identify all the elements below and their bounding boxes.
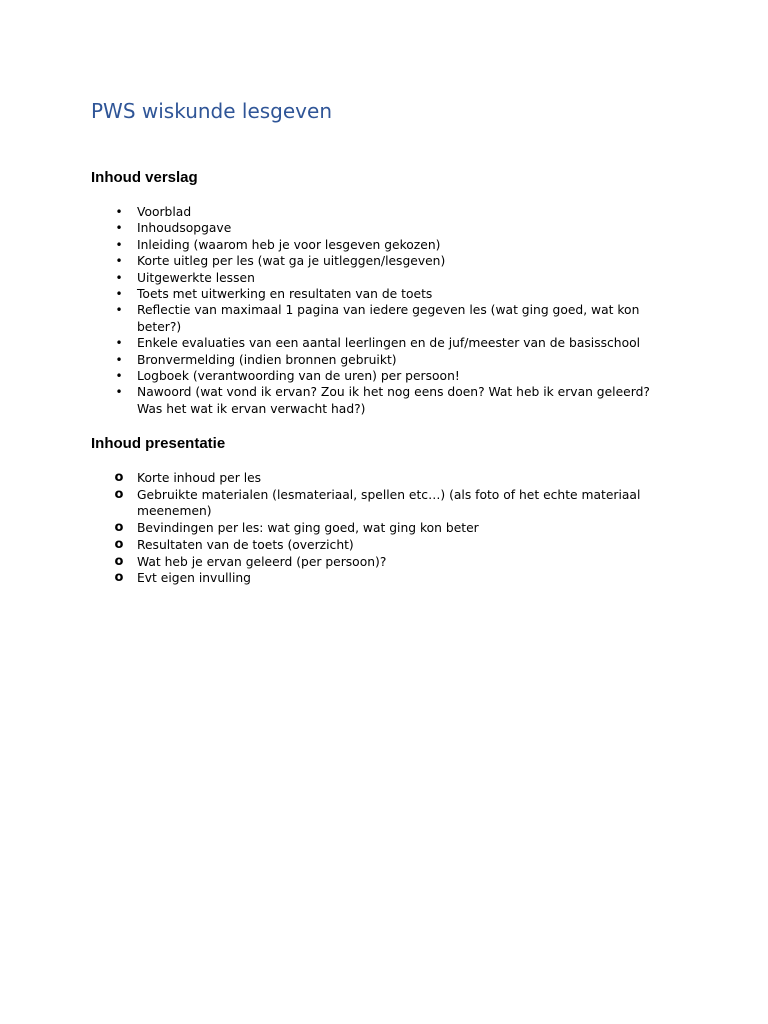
list-item (0, 270, 677, 286)
list-item-text: Nawoord (wat vond ik ervan? Zou ik het nog eens doen? Wat heb ik ervan geleerd? Was het wat ik ervan verwacht had?) (137, 385, 650, 416)
bullet-circle-icon: o (114, 470, 124, 485)
bullet-circle-icon: o (114, 536, 124, 552)
bullet-circle-icon: o (114, 553, 124, 569)
list-item (0, 487, 677, 520)
list-item (0, 554, 677, 570)
bullet-dot-icon: • (115, 205, 123, 219)
list-item (0, 520, 677, 536)
list-item (0, 537, 677, 553)
list-item-text: Enkele evaluaties van een aantal leerlingen en de juf/meester van de basisschool (137, 336, 641, 351)
list-item (0, 384, 677, 417)
list-presentatie (0, 470, 768, 587)
list-item-text: Voorblad (137, 205, 192, 219)
list-item-text: Toets met uitwerking en resultaten van de toets (137, 287, 433, 302)
list-item (0, 570, 677, 586)
list-item-text: Inhoudsopgave (137, 221, 232, 236)
list-item (0, 204, 677, 220)
list-verslag (0, 204, 768, 417)
list-item (0, 470, 677, 486)
list-item-text: Logboek (verantwoording van de uren) per persoon! (137, 369, 460, 384)
list-item-text: Bevindingen per les: wat ging goed, wat ging kon beter (137, 521, 479, 535)
bullet-circle-icon: o (114, 570, 124, 586)
list-item-text: Wat heb je ervan geleerd (per persoon)? (137, 554, 387, 569)
list-item (0, 253, 677, 269)
list-item (0, 237, 677, 253)
list-item-text: Bronvermelding (indien bronnen gebruikt) (137, 352, 397, 367)
bullet-circle-icon: o (114, 520, 124, 535)
bullet-dot-icon: • (115, 303, 123, 318)
bullet-dot-icon: • (115, 221, 123, 236)
list-item-text: Uitgewerkte lessen (137, 270, 255, 285)
section-heading-verslag: Inhoud verslag (91, 169, 198, 186)
list-item-text: Korte inhoud per les (137, 471, 262, 485)
document-title: PWS wiskunde lesgeven (91, 99, 332, 123)
section-heading-presentatie: Inhoud presentatie (91, 435, 226, 452)
list-item (0, 220, 677, 236)
bullet-dot-icon: • (115, 385, 123, 400)
list-item-text: Korte uitleg per les (wat ga je uitleggen/lesgeven) (137, 254, 446, 269)
list-item (0, 302, 677, 335)
bullet-dot-icon: • (115, 270, 123, 285)
list-item (0, 335, 677, 351)
list-item-text: Reflectie van maximaal 1 pagina van iedere gegeven les (wat ging goed, wat kon beter?) (137, 303, 640, 334)
bullet-dot-icon: • (115, 254, 123, 269)
list-item-text: Gebruikte materialen (lesmateriaal, spellen etc…) (als foto of het echte materiaal meenemen) (137, 487, 641, 519)
bullet-dot-icon: • (115, 352, 123, 367)
list-item (0, 352, 677, 368)
bullet-dot-icon: • (115, 336, 123, 351)
list-item-text: Resultaten van de toets (overzicht) (137, 537, 354, 552)
bullet-circle-icon: o (114, 486, 124, 502)
list-item (0, 368, 677, 384)
bullet-dot-icon: • (115, 287, 123, 302)
bullet-dot-icon: • (115, 237, 123, 252)
bullet-dot-icon: • (115, 369, 123, 384)
list-item (0, 286, 677, 302)
list-item-text: Evt eigen invulling (137, 571, 251, 586)
list-item-text: Inleiding (waarom heb je voor lesgeven gekozen) (137, 237, 441, 252)
